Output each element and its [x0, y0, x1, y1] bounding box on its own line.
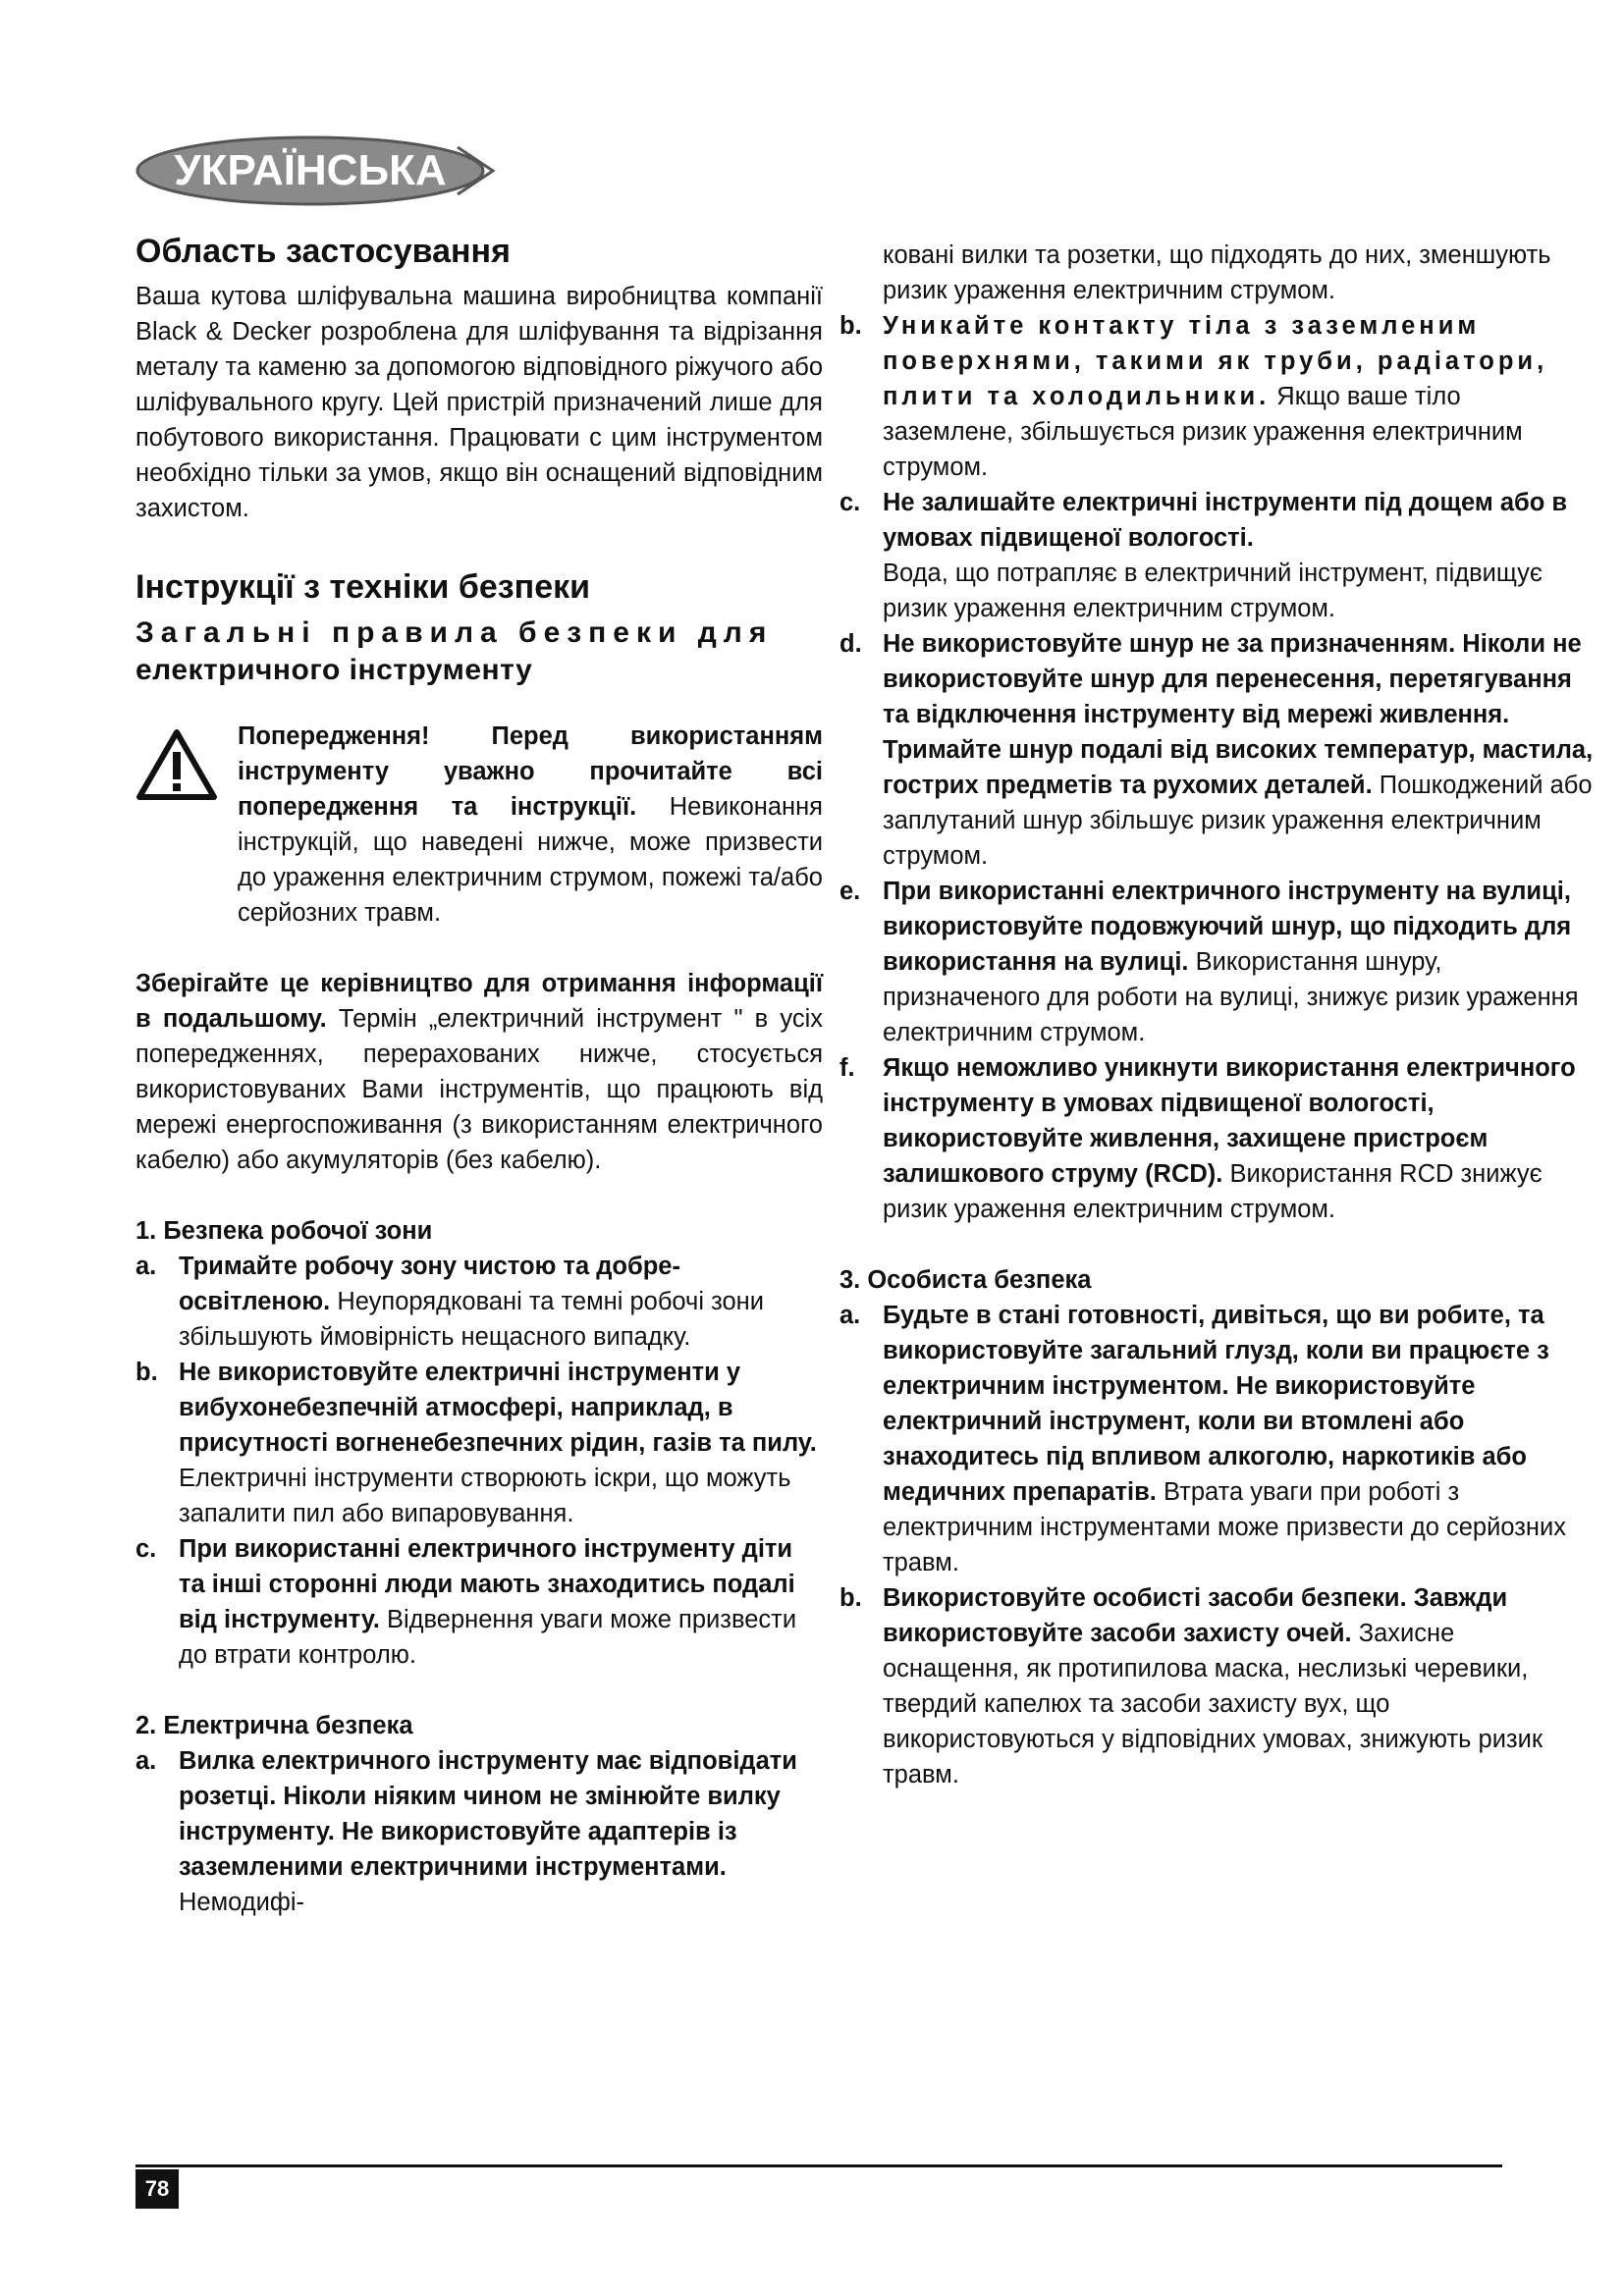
list-item: [839, 1298, 1596, 1580]
item-marker: d.: [839, 630, 862, 658]
list-item: [839, 308, 1596, 485]
safety-heading: Інструкції з техніки безпеки: [135, 568, 591, 606]
item-text: Втрата уваги при роботі з електричним інструментами може призвести до серйозних травм.: [883, 1478, 1566, 1576]
item-text: Захисне оснащення, як протипилова маска, неслизькі черевики, твердий капелюх та засоби захисту вух, що використовуються у відповідних умовах, знижують ризик травм.: [883, 1620, 1543, 1789]
language-badge: [134, 133, 501, 208]
item-text: Електричні інструменти створюють іскри, що можуть запалити пил або випаровування.: [179, 1465, 791, 1527]
section2-heading: 2. Електрична безпека: [135, 1712, 413, 1739]
general-rules-heading-line1: Загальні правила безпеки для: [135, 616, 774, 649]
item-bold: Будьте в стані готовності, дивіться, що ви робите, та використовуйте загальний глузд, коли ви працюєте з електричним інструментом. Не використовуйте електричний інструмент, коли ви втомлені або знаходитесь під впливом алкоголю, наркотиків або медичних препаратів.: [883, 1302, 1549, 1506]
item-text: Неупорядковані та темні робочі зони збільшують ймовірність нещасного випадку.: [179, 1288, 764, 1351]
list-item: [135, 1743, 823, 1920]
item-marker: c.: [135, 1535, 157, 1563]
list-item-continuation: [839, 556, 1596, 626]
list-item: [839, 626, 1596, 874]
scope-body: Ваша кутова шліфувальна машина виробництва компанії Black & Decker розроблена для шліфування та відрізання металу та каменю за допомогою відповідного ріжучого або шліфувального кругу. Цей пристрій призначений лише для побутового використання. Працювати с цим інструментом необхідно тільки за умов, якщо він оснащений відповідним захистом.: [135, 283, 823, 522]
section3-heading: 3. Особиста безпека: [839, 1266, 1092, 1294]
list-item: [839, 874, 1596, 1050]
item-bold: Якщо неможливо уникнути використання електричного інструменту в умовах підвищеної вологості, використовуйте живлення, захищене пристроєм залишкового струму (RCD).: [883, 1054, 1576, 1188]
item-text: Якщо ваше тіло заземлене, збільшується ризик ураження електричним струмом.: [883, 383, 1523, 481]
item-marker: a.: [135, 1253, 157, 1280]
item-marker: b.: [135, 1359, 158, 1386]
list-item: [839, 1580, 1596, 1792]
item-bold: Уникайте контакту тіла з заземленим поверхнями, такими як труби, радіатори, плити та холодильники.: [883, 312, 1548, 410]
keep-manual: [135, 966, 823, 1178]
keep-manual-bold: Зберігайте це керівництво для отримання інформації в подальшому.: [135, 970, 823, 1033]
general-rules-heading: [135, 614, 823, 689]
list-item: [839, 1050, 1596, 1227]
item-bold: Не використовуйте шнур не за призначенням. Ніколи не використовуйте шнур для перенесення, перетягування та відключення інструменту від мережі живлення. Тримайте шнур подалі від високих температур, мастила, гострих предметів та рухомих деталей.: [883, 630, 1594, 799]
item-bold: При використанні електричного інструменту діти та інші сторонні люди мають знаходитись подалі від інструменту.: [179, 1535, 795, 1633]
list-item: [135, 1355, 823, 1531]
warning-text: [238, 719, 823, 931]
section1-heading: 1. Безпека робочої зони: [135, 1217, 433, 1245]
item-text: Пошкоджений або заплутаний шнур збільшує ризик ураження електричним струмом.: [883, 772, 1593, 870]
continued-text: [839, 238, 1596, 308]
warning-plain: Невиконання інструкцій, що наведені нижче, може призвести до ураження електричним струмом, пожежі та/або серйозних травм.: [238, 793, 823, 927]
left-column: [135, 226, 823, 1920]
item-text: Немодифі-: [179, 1889, 305, 1916]
warning-triangle-icon: [135, 728, 218, 801]
item-bold: Не використовуйте електричні інструменти у вибухонебезпечній атмосфері, наприклад, в присутності вогненебезпечних рідин, газів та пилу.: [179, 1359, 817, 1457]
list-item: [135, 1249, 823, 1355]
item-marker: a.: [135, 1747, 157, 1775]
item-bold: Вилка електричного інструменту має відповідати розетці. Ніколи ніяким чином не змінюйте вилку інструменту. Не використовуйте адаптерів із заземленими електричними інструментами.: [179, 1747, 797, 1881]
item-bold: Використовуйте особисті засоби безпеки. Завжди використовуйте засоби захисту очей.: [883, 1584, 1508, 1647]
footer-rule: [135, 2164, 1502, 2167]
item-text: Використання RCD знижує ризик ураження електричним струмом.: [883, 1160, 1543, 1223]
warning-bold: Попередження! Перед використанням інструменту уважно прочитайте всі попередження та інструкції.: [238, 722, 823, 821]
item-marker: b.: [839, 1584, 862, 1612]
item-text: Відвернення уваги може призвести до втрати контролю.: [179, 1606, 797, 1669]
item-marker: f.: [839, 1054, 855, 1082]
language-label: УКРАЇНСЬКА: [174, 146, 447, 194]
item-marker: c.: [839, 489, 861, 516]
item-bold: Тримайте робочу зону чистою та добре-освітленою.: [179, 1253, 680, 1315]
page-number: 78: [135, 2169, 179, 2209]
general-rules-heading-line2: електричного інструменту: [135, 654, 533, 686]
keep-manual-text: Термін „електричний інструмент " в усіх попередженнях, перерахованих нижче, стосується використовуваних Вами інструментів, що працюють від мережі енергоспоживання (з використанням електричного кабелю) або акумуляторів (без кабелю).: [135, 1005, 823, 1174]
list-item: [839, 485, 1596, 556]
item-text: Вода, що потрапляє в електричний інструмент, підвищує ризик ураження електричним струмом.: [883, 560, 1543, 622]
item-marker: a.: [839, 1302, 861, 1329]
item-marker: b.: [839, 312, 862, 340]
item-marker: e.: [839, 878, 861, 905]
right-column: [839, 238, 1596, 1792]
continued-text-body: ковані вилки та розетки, що підходять до них, зменшують ризик ураження електричним струмом.: [883, 241, 1551, 304]
list-item: [135, 1531, 823, 1673]
scope-heading: Область застосування: [135, 233, 511, 270]
warning-block: [135, 719, 823, 931]
item-bold: При використанні електричного інструменту на вулиці, використовуйте подовжуючий шнур, що підходить для використання на вулиці.: [883, 878, 1572, 976]
item-bold: Не залишайте електричні інструменти під дощем або в умовах підвищеної вологості.: [883, 489, 1568, 552]
item-text: Використання шнуру, призначеного для роботи на вулиці, знижує ризик ураження електричним струмом.: [883, 948, 1579, 1046]
